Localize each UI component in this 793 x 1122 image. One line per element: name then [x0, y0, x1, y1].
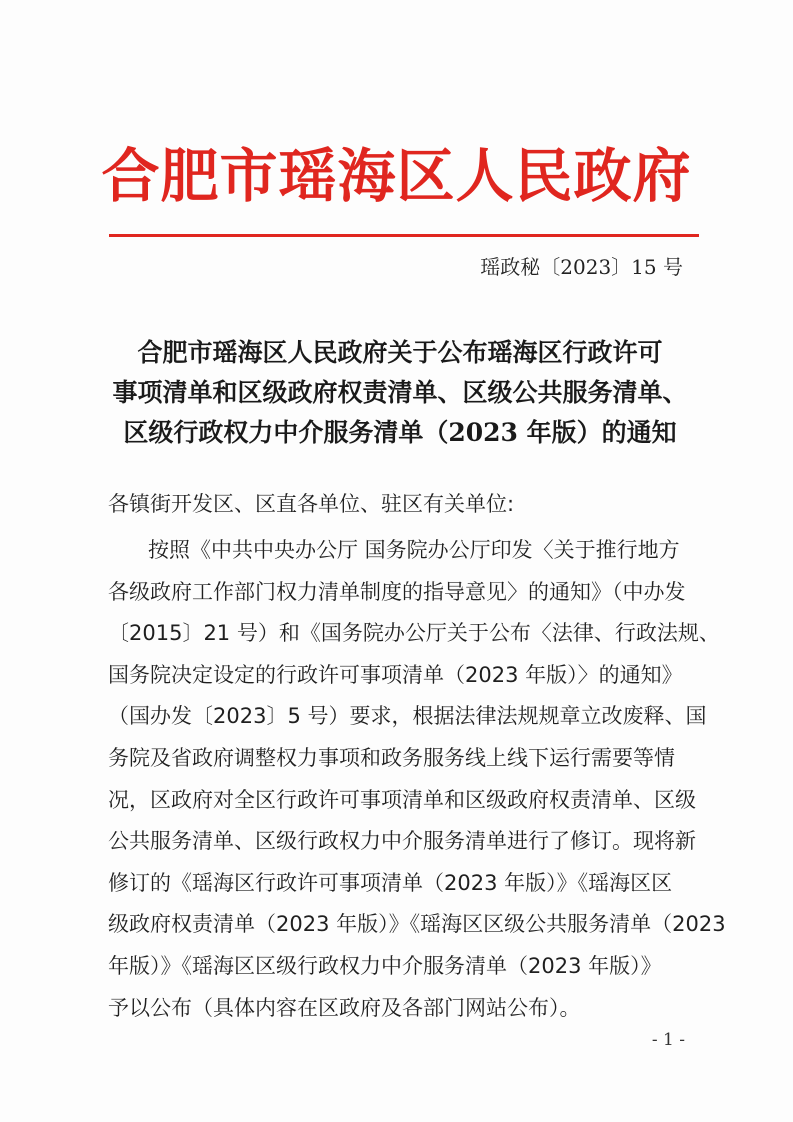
document-number: 瑶政秘〔2023〕15 号: [480, 255, 683, 279]
body-line: 予以公布（具体内容在区政府及各部门网站公布）。: [108, 995, 581, 1020]
title-line: 合肥市瑶海区人民政府关于公布瑶海区行政许可: [137, 338, 663, 367]
title-line: 区级行政权力中介服务清单（2023 年版）的通知: [123, 418, 677, 447]
body-line: 年版）》《瑶海区区级行政权力中介服务清单（2023 年版）》: [108, 953, 662, 978]
body-line: 各级政府工作部门权力清单制度的指导意见〉的通知》（中办发: [108, 579, 686, 604]
page-number: - 1 -: [651, 1030, 685, 1050]
body-line: （国办发〔2023〕5 号）要求，根据法律法规规章立改废释、国: [108, 704, 707, 729]
body-line: 国务院决定设定的行政许可事项清单（2023 年版）〉的通知》: [108, 662, 683, 687]
masthead-issuer: 合肥市瑶海区人民政府: [101, 142, 692, 210]
salutation: 各镇街开发区、区直各单位、驻区有关单位:: [108, 492, 515, 516]
body-line: 修订的《瑶海区行政许可事项清单（2023 年版）》《瑶海区区: [108, 870, 673, 895]
red-divider-line: [109, 234, 699, 237]
body-line: 级政府权责清单（2023 年版）》《瑶海区区级公共服务清单（2023: [108, 912, 726, 937]
body-paragraph: [108, 530, 726, 1029]
body-line: 〔2015〕21 号）和《国务院办公厅关于公布〈法律、行政法规、: [108, 621, 720, 646]
body-line: 务院及省政府调整权力事项和政务服务线上线下运行需要等情: [108, 745, 675, 770]
body-line: 况，区政府对全区行政许可事项清单和区级政府权责清单、区级: [108, 787, 696, 812]
document-title: [95, 333, 705, 453]
body-line: 公共服务清单、区级行政权力中介服务清单进行了修订。现将新: [108, 829, 696, 854]
body-line: 按照《中共中央办公厅 国务院办公厅印发〈关于推行地方: [148, 538, 680, 562]
title-line: 事项清单和区级政府权责清单、区级公共服务清单、: [112, 378, 688, 407]
